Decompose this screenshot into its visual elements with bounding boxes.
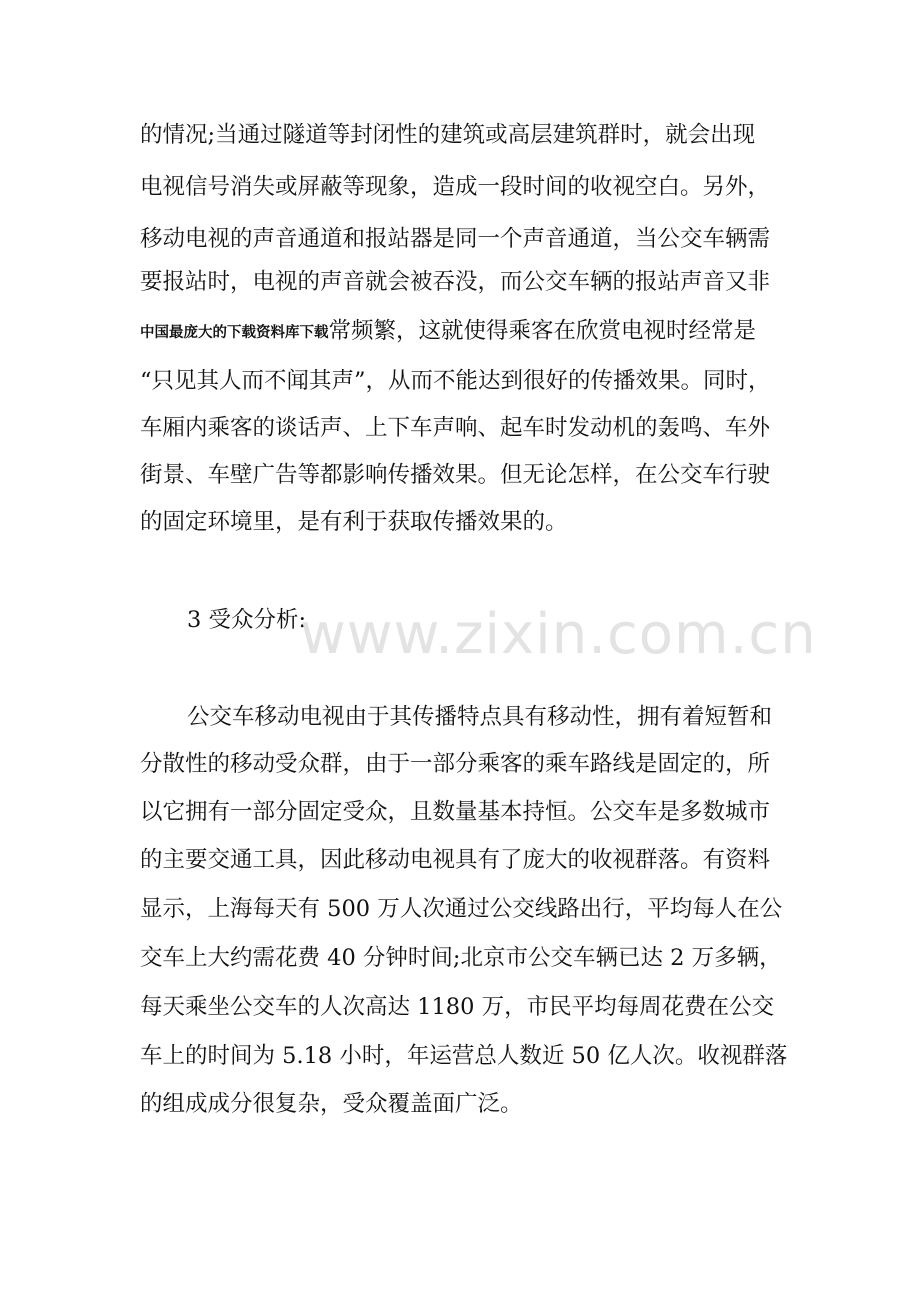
body-text-line: 每天乘坐公交车的人次高达 1180 万，市民平均每周花费在公交	[140, 994, 775, 1020]
body-text-fragment: 常频繁，这就使得乘客在欣赏电视时经常是	[328, 318, 757, 344]
body-text-line: 电视信号消失或屏蔽等现象，造成一段时间的收视空白。另外，	[140, 174, 771, 200]
body-text-line: 车上的时间为 5.18 小时，年运营总人数近 50 亿人次。收视群落	[140, 1043, 788, 1069]
body-text-line: 移动电视的声音通道和报站器是同一个声音通道，当公交车辆需	[140, 226, 771, 252]
body-text-line: 的固定环境里，是有利于获取传播效果的。	[140, 509, 568, 535]
body-text-line: 分散性的移动受众群，由于一部分乘客的乘车路线是固定的，所	[140, 751, 771, 777]
body-text-line: 的情况;当通过隧道等封闭性的建筑或高层建筑群时，就会出现	[140, 122, 756, 148]
body-text-line: 公交车移动电视由于其传播特点具有移动性，拥有着短暂和	[187, 704, 773, 730]
section-heading: 3 受众分析:	[187, 607, 307, 633]
body-text-line: 交车上大约需花费 40 分钟时间;北京市公交车辆已达 2 万多辆，	[140, 945, 782, 971]
inline-download-banner: 中国最庞大的下载资料库下载	[140, 325, 329, 341]
body-text-line: “只见其人而不闻其声”，从而不能达到很好的传播效果。同时，	[140, 368, 771, 394]
body-text-line: 的主要交通工具，因此移动电视具有了庞大的收视群落。有资料	[140, 847, 771, 873]
body-text-line: 要报站时，电视的声音就会被吞没，而公交车辆的报站声音又非	[140, 269, 771, 295]
site-watermark: www.zixin.com.cn	[300, 602, 817, 667]
body-text-line: 车厢内乘客的谈话声、上下车声响、起车时发动机的轰鸣、车外	[140, 415, 771, 441]
body-text-line: 显示，上海每天有 500 万人次通过公交线路出行，平均每人在公	[140, 896, 783, 922]
body-text-line	[140, 314, 790, 350]
body-text-line: 的组成成分很复杂，受众覆盖面广泛。	[140, 1091, 523, 1117]
body-text-line: 以它拥有一部分固定受众，且数量基本持恒。公交车是多数城市	[140, 799, 771, 825]
body-text-line: 街景、车壁广告等都影响传播效果。但无论怎样，在公交车行驶	[140, 462, 771, 488]
